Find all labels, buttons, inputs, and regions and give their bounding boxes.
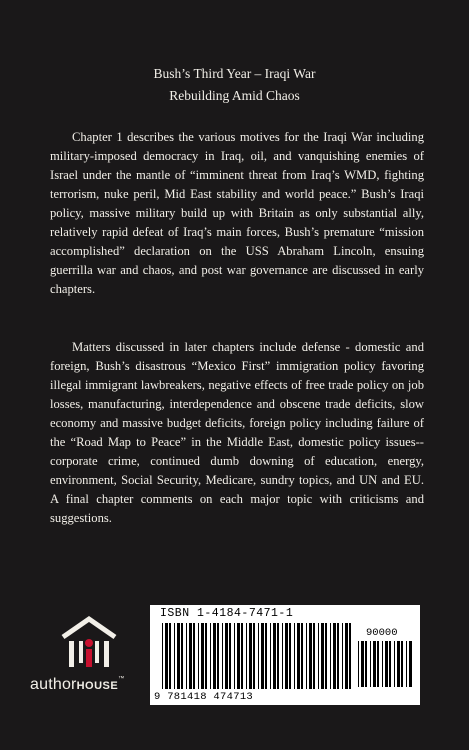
barcode-bar — [198, 623, 199, 689]
publisher-name — [30, 676, 124, 694]
barcode-bar — [306, 623, 307, 689]
barcode-bar — [361, 641, 364, 687]
barcode-bar — [294, 623, 295, 689]
publisher-suffix: HOUSE — [76, 680, 119, 692]
barcode-bar — [234, 623, 235, 689]
barcode-bar — [358, 641, 359, 687]
barcode-bar — [321, 623, 324, 689]
barcode-bar — [389, 641, 391, 687]
barcode-bar — [394, 641, 395, 687]
barcode-bar — [409, 641, 412, 687]
publisher-prefix: author — [30, 676, 77, 693]
barcode-bar — [253, 623, 255, 689]
book-subtitle: Rebuilding Amid Chaos — [169, 88, 300, 103]
barcode-bar — [385, 641, 388, 687]
barcode-bar — [246, 623, 247, 689]
barcode-bar — [309, 623, 312, 689]
barcode-bar — [401, 641, 403, 687]
barcode-bar — [397, 641, 400, 687]
barcode-bar — [313, 623, 315, 689]
barcode-bar — [325, 623, 327, 689]
barcode-bar — [330, 623, 331, 689]
barcode-bar — [174, 623, 175, 689]
barcode-bar — [193, 623, 195, 689]
ean-digits: 9 781418 474713 — [154, 691, 254, 703]
barcode-bar — [237, 623, 240, 689]
barcode-bar — [261, 623, 264, 689]
barcode-bar — [162, 623, 163, 689]
barcode-bar — [345, 623, 348, 689]
barcode-bar — [301, 623, 303, 689]
house-i-logo-icon — [59, 615, 119, 671]
barcode-bar — [382, 641, 383, 687]
barcode-bar — [217, 623, 219, 689]
barcode-bar — [201, 623, 204, 689]
publisher-logo — [44, 615, 134, 671]
barcode-bar — [210, 623, 211, 689]
barcode-bar — [169, 623, 171, 689]
barcode-bar — [297, 623, 300, 689]
barcode-bar — [373, 641, 376, 687]
barcode-bar — [249, 623, 252, 689]
barcode-bar — [189, 623, 192, 689]
barcode-bar — [270, 623, 271, 689]
barcode-bar — [337, 623, 339, 689]
barcode-bar — [277, 623, 279, 689]
barcode-bar — [181, 623, 183, 689]
isbn-barcode — [150, 605, 420, 705]
barcode-bar — [265, 623, 267, 689]
barcode-bar — [377, 641, 379, 687]
barcode-bar — [229, 623, 231, 689]
barcode-bar — [213, 623, 216, 689]
ean-barcode-bars — [162, 623, 354, 691]
barcode-bar — [282, 623, 283, 689]
price-barcode-bars — [358, 641, 414, 689]
barcode-bar — [165, 623, 168, 689]
barcode-bar — [370, 641, 371, 687]
barcode-bar — [349, 623, 351, 689]
barcode-bar — [222, 623, 223, 689]
book-title: Bush’s Third Year – Iraqi War — [153, 66, 316, 81]
barcode-bar — [365, 641, 367, 687]
trademark-symbol: ™ — [118, 676, 125, 682]
barcode-bar — [273, 623, 276, 689]
synopsis-paragraph-1: Chapter 1 describes the various motives for the Iraqi War including military-imposed democracy in Iraq, oil, and vanquishing enemies of Israel under the mantle of “imminent threat from Iraq’s WMD, fighting terrorism, nuke peril, Mid East stability and world peace.” Bush’s Iraqi policy, massive military build up with Britain as only substantial ally, relatively rapid defeat of Iraq’s main forces, Bush’s premature “mission accomplished” declaration on the USS Abraham Lincoln, ensuing guerrilla war and chaos, and post war governance are discussed in early chapters. — [50, 130, 424, 296]
barcode-bar — [406, 641, 407, 687]
barcode-bar — [241, 623, 243, 689]
isbn-text: ISBN 1-4184-7471-1 — [160, 607, 294, 620]
barcode-bar — [177, 623, 180, 689]
barcode-bar — [285, 623, 288, 689]
barcode-bar — [258, 623, 259, 689]
barcode-bar — [205, 623, 207, 689]
barcode-bar — [289, 623, 291, 689]
price-code: 90000 — [366, 627, 398, 639]
barcode-bar — [342, 623, 343, 689]
book-title-block — [0, 63, 469, 107]
barcode-bar — [318, 623, 319, 689]
synopsis-paragraph-2: Matters discussed in later chapters include defense - domestic and foreign, Bush’s disastrous “Mexico First” immigration policy favoring illegal immigrant lawbreakers, negative effects of free trade policy on job losses, manufacturing, interdependence and obscene trade deficits, slow economy and massive budget deficits, foreign policy including failure of the “Road Map to Peace” in the Middle East, domestic policy issues--corporate crime, continued dumb downing of education, energy, environment, Social Security, Medicare, sundry topics, and UN and EU. A final chapter comments on each major topic with criticisms and suggestions. — [50, 340, 424, 525]
barcode-bar — [225, 623, 228, 689]
barcode-bar — [333, 623, 336, 689]
barcode-bar — [186, 623, 187, 689]
